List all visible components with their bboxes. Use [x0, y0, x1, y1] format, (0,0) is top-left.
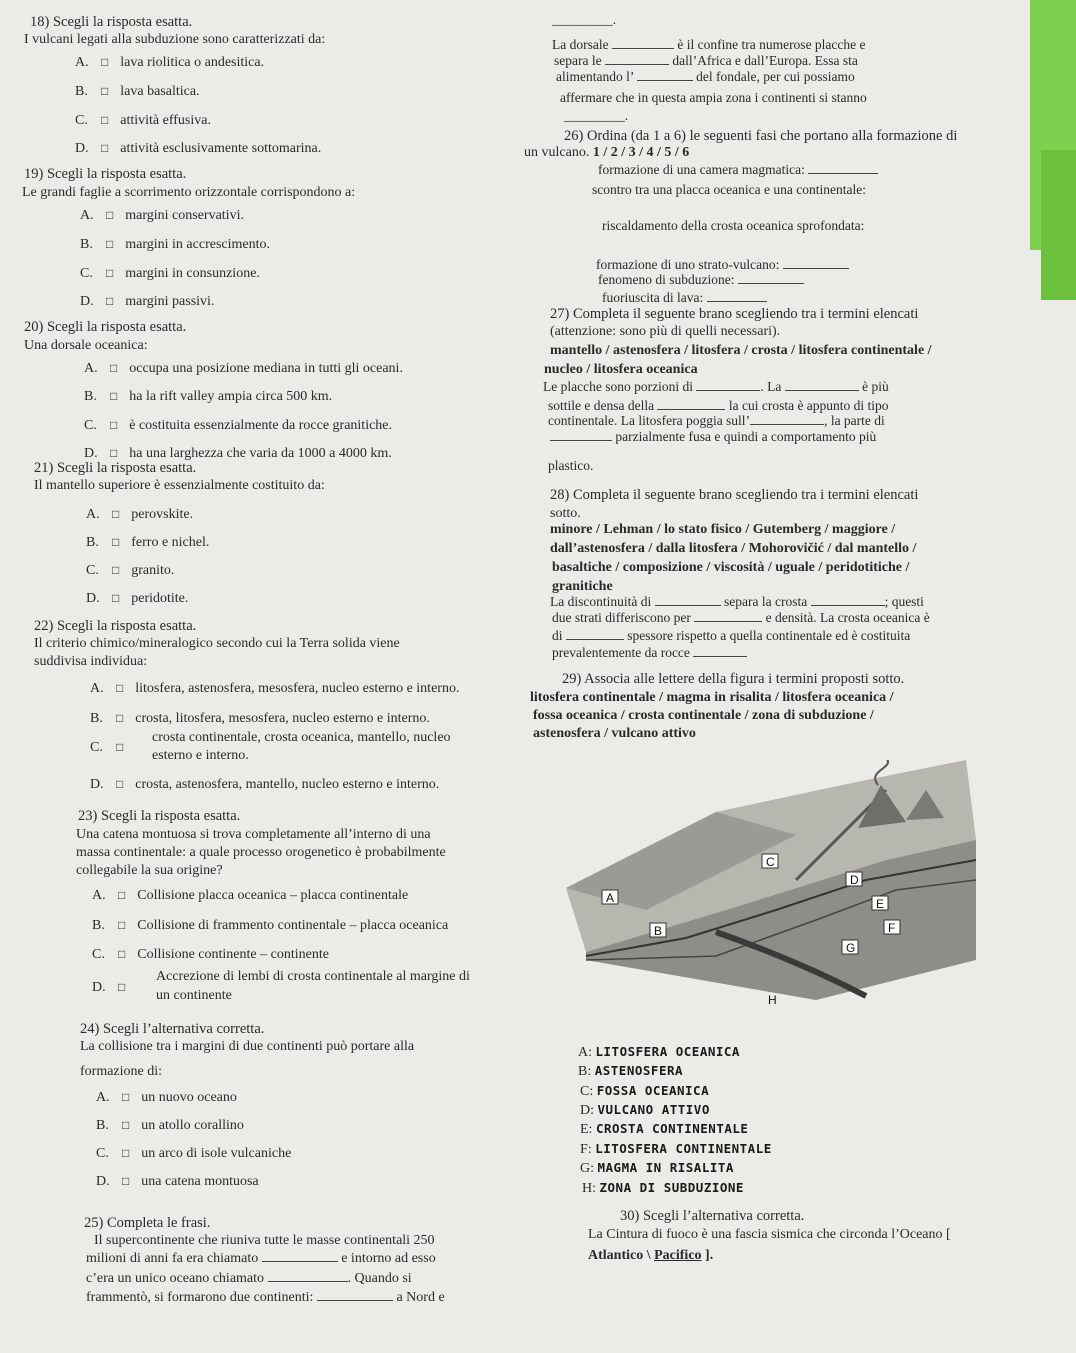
dorsale-line-1: La dorsale è il confine tra numerose placche e [552, 37, 866, 52]
q23-option-a[interactable]: A. □ Collisione placca oceanica – placca continentale [92, 888, 409, 903]
q19-title: 19) Scegli la risposta esatta. [24, 166, 187, 182]
q18-option-a[interactable]: A. □ lava riolitica o andesitica. [75, 55, 265, 70]
label-f: F [888, 921, 896, 935]
q20-option-a[interactable]: A. □ occupa una posizione mediana in tutti gli oceani. [84, 361, 403, 376]
blank-alimentando[interactable] [637, 80, 693, 81]
q26-step-5: fenomeno di subduzione: [598, 272, 804, 288]
checkbox-icon[interactable]: □ [110, 446, 118, 460]
q26-step-4: formazione di uno strato-vulcano: [596, 257, 849, 273]
q30-line-1: La Cintura di fuoco è una fascia sismica che circonda l’Oceano [ [588, 1227, 951, 1242]
q28-terms-3: basaltiche / composizione / viscosità / uguale / peridotitiche / [552, 560, 910, 575]
q24-stem-1: La collisione tra i margini di due continenti può portare alla [80, 1039, 415, 1054]
checkbox-icon[interactable]: □ [122, 1174, 130, 1188]
q21-option-a[interactable]: A. □ perovskite. [86, 507, 194, 522]
checkbox-icon[interactable]: □ [116, 740, 124, 754]
page-edge-tab-2 [1041, 150, 1076, 300]
checkbox-icon[interactable]: □ [106, 294, 114, 308]
q18-option-b[interactable]: B. □ lava basaltica. [75, 84, 200, 99]
blank-step-4[interactable] [783, 268, 849, 269]
blank-27-1[interactable] [696, 390, 760, 391]
checkbox-icon[interactable]: □ [112, 563, 120, 577]
q24-option-b[interactable]: B. □ un atollo corallino [96, 1118, 244, 1133]
blank-ocean[interactable] [268, 1281, 348, 1282]
blank-28-2[interactable] [811, 605, 885, 606]
answer-pacifico[interactable]: Pacifico [654, 1248, 702, 1263]
checkbox-icon[interactable]: □ [116, 777, 124, 791]
q20-option-b[interactable]: B. □ ha la rift valley ampia circa 500 km. [84, 389, 333, 404]
q20-stem: Una dorsale oceanica: [24, 338, 148, 353]
q22-option-c-line1[interactable]: crosta continentale, crosta oceanica, mantello, nucleo [152, 730, 451, 745]
dorsale-line-4: affermare che in questa ampia zona i continenti si stanno [560, 90, 867, 105]
q26-title-2: un vulcano. 1 / 2 / 3 / 4 / 5 / 6 [524, 145, 690, 160]
label-c: C [766, 855, 775, 869]
answer-b[interactable]: B: ASTENOSFERA [578, 1063, 684, 1079]
q25-line-3: c’era un unico oceano chiamato . Quando si [86, 1271, 412, 1286]
answer-h[interactable]: H: ZONA DI SUBDUZIONE [582, 1180, 744, 1196]
q23-option-b[interactable]: B. □ Collisione di frammento continentale – placca oceanica [92, 918, 449, 933]
q22-option-c-line2[interactable]: esterno e interno. [152, 748, 249, 763]
q28-sentence-3: di spessore rispetto a quella continentale ed è costituita [552, 628, 911, 643]
q23-option-d[interactable]: D. □ [92, 980, 126, 995]
label-g: G [846, 941, 856, 955]
q25-line-4: frammentò, si formarono due continenti: a Nord e [86, 1290, 445, 1305]
q25-title: 25) Completa le frasi. [84, 1215, 211, 1231]
blank-step-6[interactable] [707, 301, 767, 302]
blank-27-2[interactable] [785, 390, 859, 391]
q21-option-c[interactable]: C. □ granito. [86, 563, 175, 578]
checkbox-icon[interactable]: □ [118, 888, 126, 902]
q22-stem-1: Il criterio chimico/mineralogico secondo cui la Terra solida viene [34, 636, 400, 651]
checkbox-icon[interactable]: □ [122, 1146, 130, 1160]
q22-option-c[interactable]: C. □ [90, 740, 124, 755]
blank-28-4[interactable] [566, 639, 624, 640]
q18-option-c[interactable]: C. □ attività effusiva. [75, 113, 211, 128]
q22-option-a[interactable]: A. □ litosfera, astenosfera, mesosfera, nucleo esterno e interno. [90, 681, 460, 696]
q27-title: 27) Completa il seguente brano scegliendo tra i termini elencati [550, 306, 919, 322]
blank-28-5[interactable] [693, 656, 747, 657]
answer-f[interactable]: F: LITOSFERA CONTINENTALE [580, 1141, 772, 1157]
q24-option-d[interactable]: D. □ una catena montuosa [96, 1174, 259, 1189]
label-e: E [876, 897, 885, 911]
q20-title: 20) Scegli la risposta esatta. [24, 319, 187, 335]
q23-title: 23) Scegli la risposta esatta. [78, 808, 241, 824]
q19-option-d[interactable]: D. □ margini passivi. [80, 294, 215, 309]
checkbox-icon[interactable]: □ [112, 591, 120, 605]
checkbox-icon[interactable]: □ [106, 208, 114, 222]
blank-north-continent[interactable] [317, 1300, 393, 1301]
q29-terms-2: fossa oceanica / crosta continentale / zona di subduzione / [533, 708, 874, 723]
q29-title: 29) Associa alle lettere della figura i termini proposti sotto. [562, 671, 905, 687]
q23-option-d-line1[interactable]: Accrezione di lembi di crosta continentale al margine di [156, 969, 470, 984]
blank-placche[interactable] [605, 64, 669, 65]
q30-title: 30) Scegli l’alternativa corretta. [620, 1208, 805, 1224]
blank-28-1[interactable] [655, 605, 721, 606]
blank-dorsale[interactable] [612, 48, 674, 49]
q22-option-b[interactable]: B. □ crosta, litosfera, mesosfera, nucleo esterno e interno. [90, 711, 430, 726]
answer-e[interactable]: E: CROSTA CONTINENTALE [580, 1121, 749, 1137]
checkbox-icon[interactable]: □ [112, 507, 120, 521]
checkbox-icon[interactable]: □ [116, 681, 124, 695]
q27-sentence-4: parzialmente fusa e quindi a comportamento più [550, 429, 876, 445]
label-h: H [768, 993, 777, 1007]
q28-sentence-1: La discontinuità di separa la crosta ; questi [550, 594, 924, 609]
q22-option-d[interactable]: D. □ crosta, astenosfera, mantello, nucleo esterno e interno. [90, 777, 440, 792]
q20-option-c[interactable]: C. □ è costituita essenzialmente da rocce granitiche. [84, 418, 393, 433]
q19-stem: Le grandi faglie a scorrimento orizzontale corrispondono a: [22, 185, 356, 200]
q23-option-d-line2[interactable]: un continente [156, 988, 232, 1003]
q27-sentence-3: continentale. La litosfera poggia sull’ , la parte di [548, 413, 885, 428]
blank-27-5[interactable] [550, 440, 612, 441]
q25-line-1: Il supercontinente che riuniva tutte le masse continentali 250 [94, 1233, 435, 1248]
q26-step-2: scontro tra una placca oceanica e una continentale: [592, 182, 866, 197]
prev-blank-1[interactable]: _________. [552, 12, 617, 27]
q24-stem-2: formazione di: [80, 1064, 163, 1079]
q18-option-d[interactable]: D. □ attività esclusivamente sottomarina. [75, 141, 322, 156]
checkbox-icon[interactable]: □ [122, 1118, 130, 1132]
blank-27-3[interactable] [657, 409, 725, 410]
q27-sentence-5: plastico. [548, 458, 594, 473]
q27-terms-2: nucleo / litosfera oceanica [544, 362, 698, 377]
label-d: D [850, 873, 859, 887]
q19-option-a[interactable]: A. □ margini conservativi. [80, 208, 244, 223]
q27-sentence-1: Le placche sono porzioni di . La è più [543, 379, 889, 394]
q28-sentence-4: prevalentemente da rocce [552, 645, 747, 661]
q26-step-6: fuoriuscita di lava: [602, 290, 767, 306]
q21-stem: Il mantello superiore è essenzialmente costituito da: [34, 478, 325, 493]
label-a: A [606, 891, 615, 905]
q19-option-b[interactable]: B. □ margini in accrescimento. [80, 237, 270, 252]
q27-note: (attenzione: sono più di quelli necessari). [550, 324, 781, 339]
q24-option-c[interactable]: C. □ un arco di isole vulcaniche [96, 1146, 292, 1161]
q28-terms-1: minore / Lehman / lo stato fisico / Gutemberg / maggiore / [550, 522, 896, 537]
dorsale-line-2: separa le dall’Africa e dall’Europa. Essa sta [554, 53, 858, 68]
checkbox-icon[interactable]: □ [112, 535, 120, 549]
q28-sentence-2: due strati differiscono per e densità. La crosta oceanica è [552, 610, 930, 625]
q23-stem-3: collegabile la sua origine? [76, 863, 223, 878]
checkbox-icon[interactable]: □ [106, 237, 114, 251]
q29-terms-3: astenosfera / vulcano attivo [533, 726, 696, 741]
checkbox-icon[interactable]: □ [110, 418, 118, 432]
checkbox-icon[interactable]: □ [110, 361, 118, 375]
q23-stem-2: massa continentale: a quale processo orogenetico è probabilmente [76, 845, 446, 860]
q27-sentence-2: sottile e densa della la cui crosta è appunto di tipo [548, 398, 889, 413]
q19-option-c[interactable]: C. □ margini in consunzione. [80, 266, 260, 281]
checkbox-icon[interactable]: □ [118, 947, 126, 961]
q28-title: 28) Completa il seguente brano scegliendo tra i termini elencati [550, 487, 919, 503]
checkbox-icon[interactable]: □ [101, 55, 109, 69]
checkbox-icon[interactable]: □ [106, 266, 114, 280]
q22-title: 22) Scegli la risposta esatta. [34, 618, 197, 634]
checkbox-icon[interactable]: □ [101, 84, 109, 98]
q25-line-2: milioni di anni fa era chiamato e intorno ad esso [86, 1251, 436, 1266]
q22-stem-2: suddivisa individua: [34, 654, 148, 669]
q23-option-c[interactable]: C. □ Collisione continente – continente [92, 947, 329, 962]
checkbox-icon[interactable]: □ [118, 918, 126, 932]
checkbox-icon[interactable]: □ [122, 1090, 130, 1104]
q30-line-2: Atlantico \ Pacifico ]. [588, 1248, 714, 1263]
blank-supercontinent[interactable] [262, 1261, 338, 1262]
q20-option-d[interactable]: D. □ ha una larghezza che varia da 1000 a 4000 km. [84, 446, 392, 461]
q18-title: 18) Scegli la risposta esatta. [30, 14, 193, 30]
checkbox-icon[interactable]: □ [110, 389, 118, 403]
q27-terms-1: mantello / astenosfera / litosfera / crosta / litosfera continentale / [550, 343, 932, 358]
q23-stem-1: Una catena montuosa si trova completamente all’interno di una [76, 827, 431, 842]
answer-a[interactable]: A: LITOSFERA OCEANICA [578, 1044, 740, 1060]
blank-27-4[interactable] [750, 424, 824, 425]
blank-step-5[interactable] [738, 283, 804, 284]
answer-d[interactable]: D: VULCANO ATTIVO [580, 1102, 710, 1118]
q26-step-3: riscaldamento della crosta oceanica sprofondata: [602, 218, 865, 233]
checkbox-icon[interactable]: □ [101, 141, 109, 155]
answer-c[interactable]: C: FOSSA OCEANICA [580, 1083, 710, 1099]
checkbox-icon[interactable]: □ [116, 711, 124, 725]
q28-terms-4: granitiche [552, 579, 613, 594]
answer-g[interactable]: G: MAGMA IN RISALITA [580, 1160, 734, 1176]
q24-option-a[interactable]: A. □ un nuovo oceano [96, 1090, 237, 1105]
q29-terms-1: litosfera continentale / magma in risalita / litosfera oceanica / [530, 690, 894, 705]
q21-title: 21) Scegli la risposta esatta. [34, 460, 197, 476]
q28-title-2: sotto. [550, 506, 581, 521]
q21-option-d[interactable]: D. □ peridotite. [86, 591, 189, 606]
dorsale-line-5[interactable]: _________. [564, 108, 629, 123]
subduction-diagram [566, 760, 976, 1020]
checkbox-icon[interactable]: □ [118, 980, 126, 994]
q24-title: 24) Scegli l’alternativa corretta. [80, 1021, 265, 1037]
label-b: B [654, 924, 663, 938]
q18-stem: I vulcani legati alla subduzione sono caratterizzati da: [24, 32, 326, 47]
blank-28-3[interactable] [694, 621, 762, 622]
blank-step-1[interactable] [808, 173, 878, 174]
q28-terms-2: dall’astenosfera / dalla litosfera / Mohorovičić / dal mantello / [550, 541, 917, 556]
q21-option-b[interactable]: B. □ ferro e nichel. [86, 535, 210, 550]
dorsale-line-3: alimentando l’ del fondale, per cui possiamo [556, 69, 855, 84]
q26-title: 26) Ordina (da 1 a 6) le seguenti fasi che portano alla formazione di [564, 128, 958, 144]
q26-step-1: formazione di una camera magmatica: [598, 162, 878, 178]
checkbox-icon[interactable]: □ [101, 113, 109, 127]
